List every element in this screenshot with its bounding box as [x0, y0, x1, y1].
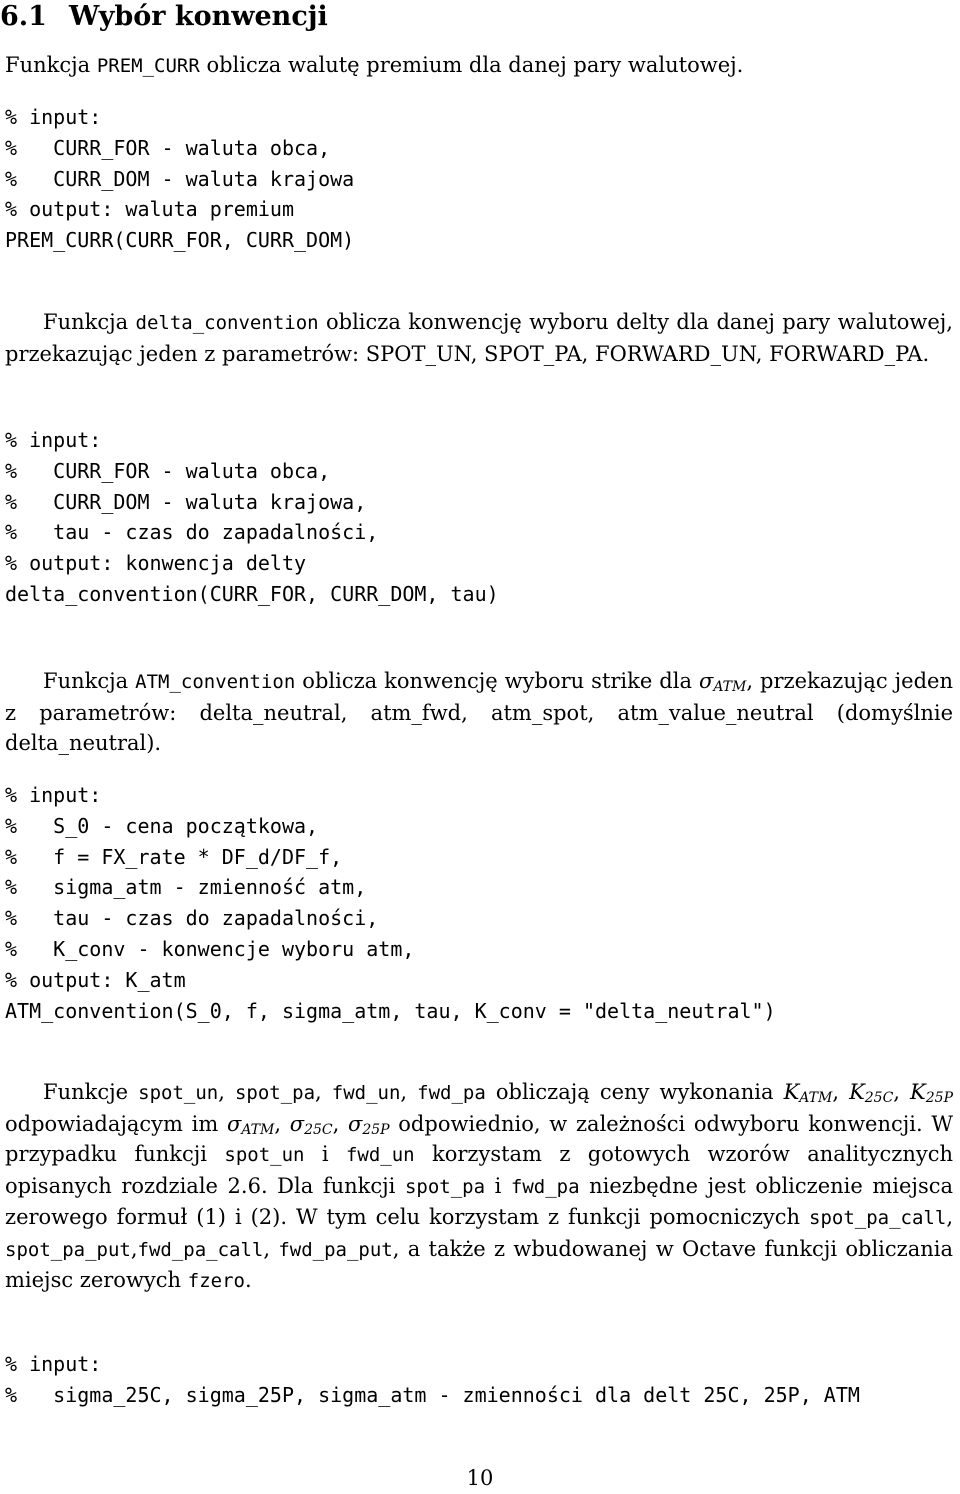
code-line: % tau - czas do zapadalności,	[5, 906, 379, 931]
code-line: % CURR_FOR - waluta obca,	[5, 135, 331, 160]
code-block-sigma-input	[5, 1349, 860, 1411]
code-line: % S_0 - cena początkowa,	[5, 813, 319, 838]
section-number: 6.1	[0, 1, 47, 32]
code-line: PREM_CURR(CURR_FOR, CURR_DOM)	[5, 228, 355, 253]
code-line: % input:	[5, 783, 102, 807]
code-block-prem-curr	[5, 102, 354, 256]
code-line: % sigma_25C, sigma_25P, sigma_atm - zmienności dla delt 25C, 25P, ATM	[5, 1382, 860, 1407]
code-line: % CURR_DOM - waluta krajowa,	[5, 489, 367, 514]
paragraph-delta-convention: Funkcja delta_convention oblicza konwencję wyboru delty dla danej pary walutowej, przekazując jeden z parametrów: SPOT_UN, SPOT_PA, FORWARD_UN, FORWARD_PA.	[5, 310, 953, 366]
code-line: % tau - czas do zapadalności,	[5, 520, 379, 545]
code-line: % input:	[5, 428, 102, 452]
code-line: % input:	[5, 105, 102, 129]
code-line: % sigma_atm - zmienność atm,	[5, 875, 367, 900]
code-line: % output: K_atm	[5, 967, 186, 992]
code-line: % input:	[5, 1352, 102, 1376]
code-line: % output: waluta premium	[5, 197, 294, 222]
code-line: delta_convention(CURR_FOR, CURR_DOM, tau)	[5, 581, 499, 606]
code-line: ATM_convention(S_0, f, sigma_atm, tau, K_conv = "delta_neutral")	[5, 998, 776, 1023]
section-title: Wybór konwencji	[68, 1, 328, 32]
code-line: % output: konwencja delty	[5, 551, 307, 576]
code-block-delta-convention	[5, 425, 499, 610]
paragraph-atm-convention: Funkcja ATM_convention oblicza konwencję wyboru strike dla $\sigma_{ATM}$, przekazując jeden z parametrów: delta_neutral, atm_fwd, atm_spot, atm_value_neutral (domyślnie delta_neutral).	[5, 669, 953, 755]
page-number: 10	[466, 1466, 494, 1490]
paragraph-strike-functions: Funkcje spot_un, spot_pa, fwd_un, fwd_pa obliczają ceny wykonania $K_{ATM}$, $K_{25C}$, $K_{25P}$ odpowiadającym im $\sigma_{ATM}$, $\sigma_{25C}$, $\sigma_{25P}$ odpowiednio, w zależności odwyboru konwencji. W przypadku funkcji spot_un i fwd_un korzystam z gotowych wzorów analitycznych opisanych rozdziale 2.6. Dla funkcji spot_pa i fwd_pa niezbędne jest obliczenie miejsca zerowego formuł (1) i (2). W tym celu korzystam z funkcji pomocniczych spot_pa_call, spot_pa_put,fwd_pa_call, fwd_pa_put, a także z wbudowanej w Octave funkcji obliczania miejsc zerowych fzero.	[5, 1080, 954, 1292]
code-line: % f = FX_rate * DF_d/DF_f,	[5, 844, 343, 869]
code-block-atm-convention	[5, 780, 776, 1026]
section-heading	[0, 0, 328, 34]
paragraph-prem-curr: Funkcja PREM_CURR oblicza walutę premium dla danej pary walutowej.	[5, 53, 744, 77]
code-line: % CURR_DOM - waluta krajowa	[5, 166, 355, 191]
code-line: % K_conv - konwencje wyboru atm,	[5, 936, 415, 961]
code-line: % CURR_FOR - waluta obca,	[5, 458, 331, 483]
